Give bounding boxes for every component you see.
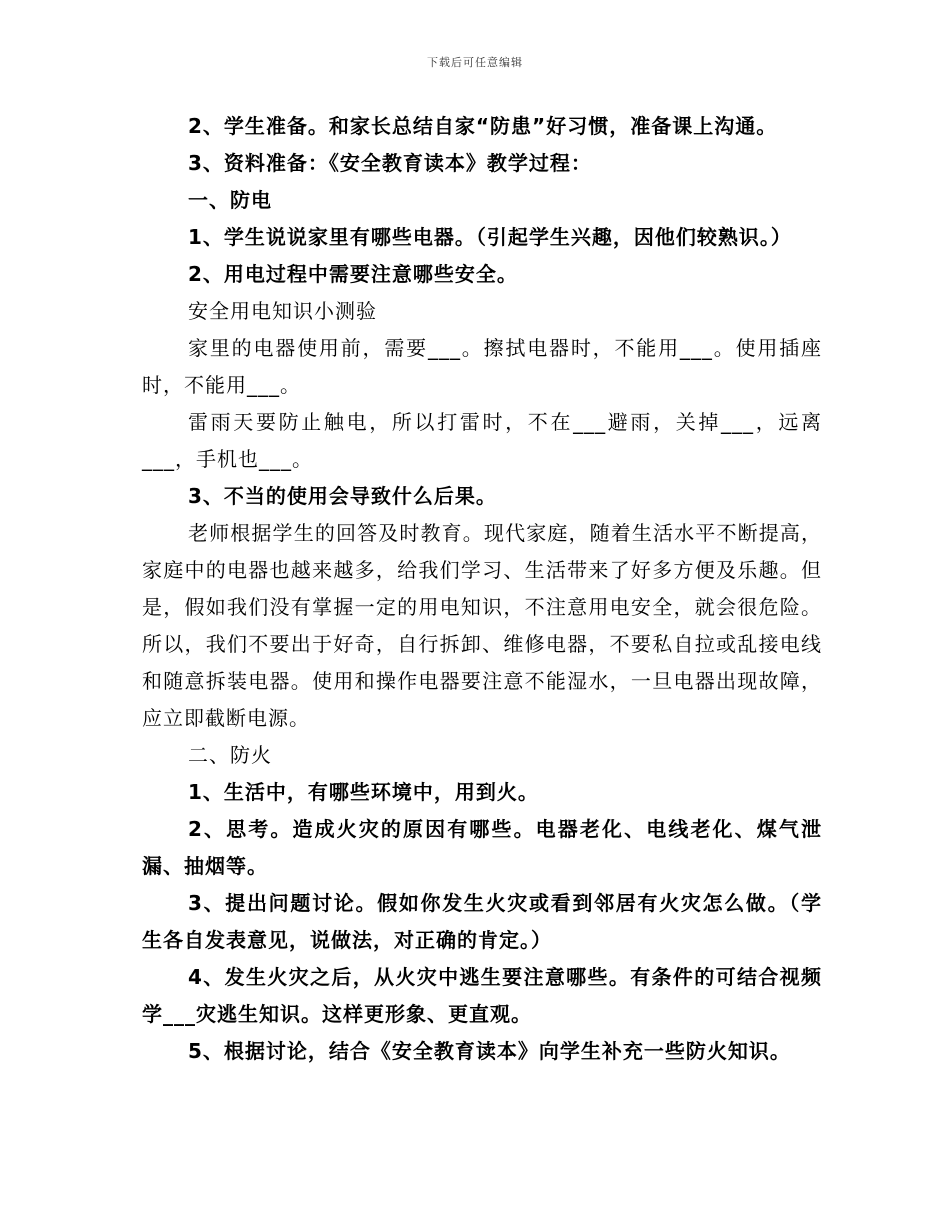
paragraph-teacher-education: 老师根据学生的回答及时教育。现代家庭，随着生活水平不断提高，家庭中的电器也越来越多，给我们学习、生活带来了好多方便及乐趣。但是，假如我们没有掌握一定的用电知识，不注意用电安全，就会很危险。所以，我们不要出于好奇，自行拆卸、维修电器，不要私自拉或乱接电线和随意拆装电器。使用和操作电器要注意不能湿水，一旦电器出现故障，应立即截断电源。 (142, 521, 822, 730)
paragraph-electricity-q1: 1、学生说说家里有哪些电器。（引起学生兴趣，因他们较熟识。） (188, 225, 792, 249)
paragraph-student-prep: 2、学生准备。和家长总结自家“防患”好习惯，准备课上沟通。 (188, 114, 778, 138)
paragraph-quiz-title: 安全用电知识小测验 (188, 299, 377, 323)
document-body (142, 108, 822, 1070)
section-heading-electricity: 一、防电 (188, 188, 272, 212)
paragraph-electricity-q3: 3、不当的使用会导致什么后果。 (188, 484, 497, 508)
page-header-note: 下载后可任意编辑 (427, 56, 523, 69)
section-heading-fire: 二、防火 (188, 743, 272, 767)
paragraph-fire-q2: 2、思考。造成火灾的原因有哪些。电器老化、电线老化、煤气泄漏、抽烟等。 (142, 817, 822, 878)
paragraph-fire-q5: 5、根据讨论，结合《安全教育读本》向学生补充一些防火知识。 (188, 1039, 791, 1063)
paragraph-fire-q1: 1、生活中，有哪些环境中，用到火。 (188, 780, 539, 804)
paragraph-electricity-q2: 2、用电过程中需要注意哪些安全。 (188, 262, 518, 286)
paragraph-material-prep: 3、资料准备：《安全教育读本》教学过程： (188, 151, 592, 175)
paragraph-fire-q4: 4、发生火灾之后，从火灾中逃生要注意哪些。有条件的可结合视频学___灾逃生知识。这样更形象、更直观。 (142, 965, 822, 1026)
paragraph-quiz-item-1: 家里的电器使用前，需要___。擦拭电器时，不能用___。使用插座时，不能用___。 (142, 336, 822, 397)
paragraph-quiz-item-2: 雷雨天要防止触电，所以打雷时，不在___避雨，关掉___，远离___，手机也___。 (142, 410, 822, 471)
paragraph-fire-q3: 3、提出问题讨论。假如你发生火灾或看到邻居有火灾怎么做。（学生各自发表意见，说做法，对正确的肯定。） (142, 891, 822, 952)
